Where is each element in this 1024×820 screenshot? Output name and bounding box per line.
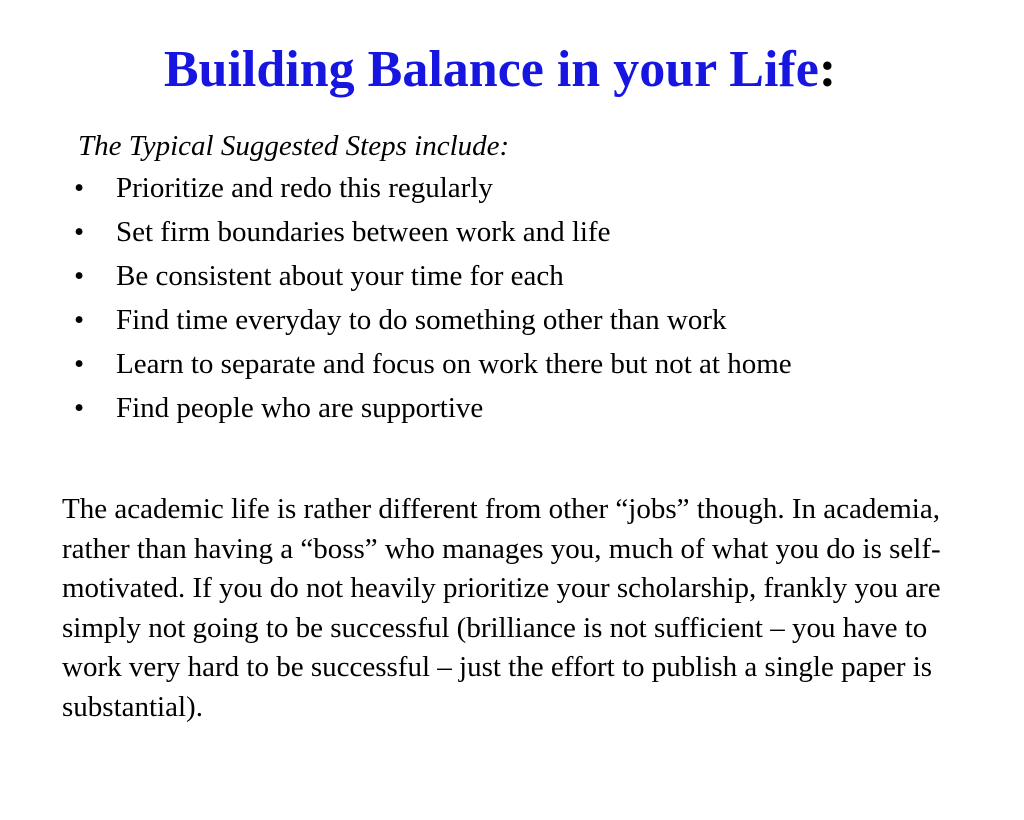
list-item xyxy=(70,259,830,294)
list-item-text: Learn to separate and focus on work there but not at home xyxy=(116,348,792,380)
list-item xyxy=(70,391,830,426)
list-item-text: Find people who are supportive xyxy=(116,392,484,424)
list-item-text: Be consistent about your time for each xyxy=(116,260,564,292)
list-item xyxy=(70,215,830,250)
bullet-icon: • xyxy=(74,304,85,336)
bullet-icon: • xyxy=(74,392,85,424)
list-item-text: Find time everyday to do something other than work xyxy=(116,304,727,336)
bullet-icon: • xyxy=(74,260,85,292)
slide-title-colon: : xyxy=(818,41,837,98)
list-item xyxy=(70,347,830,382)
body-paragraph: The academic life is rather different from other “jobs” though. In academia, rather than having a “boss” who manages you, much of what you do is self-motivated. If you do not heavily prioritize your scholarship, frankly you are simply not going to be successful (brilliance is not sufficient – you have to work very hard to be successful – just the effort to publish a single paper is substantial). xyxy=(62,493,941,723)
list-item-text: Prioritize and redo this regularly xyxy=(116,172,493,204)
steps-intro: The Typical Suggested Steps include: xyxy=(78,130,510,162)
slide-title xyxy=(0,40,1000,100)
bullet-icon: • xyxy=(74,348,85,380)
list-item xyxy=(70,303,830,338)
list-item xyxy=(70,171,830,206)
bullet-icon: • xyxy=(74,216,85,248)
slide-title-text: Building Balance in your Life xyxy=(163,41,819,98)
list-item-text: Set firm boundaries between work and life xyxy=(116,216,611,248)
steps-list xyxy=(70,171,830,435)
bullet-icon: • xyxy=(74,172,85,204)
